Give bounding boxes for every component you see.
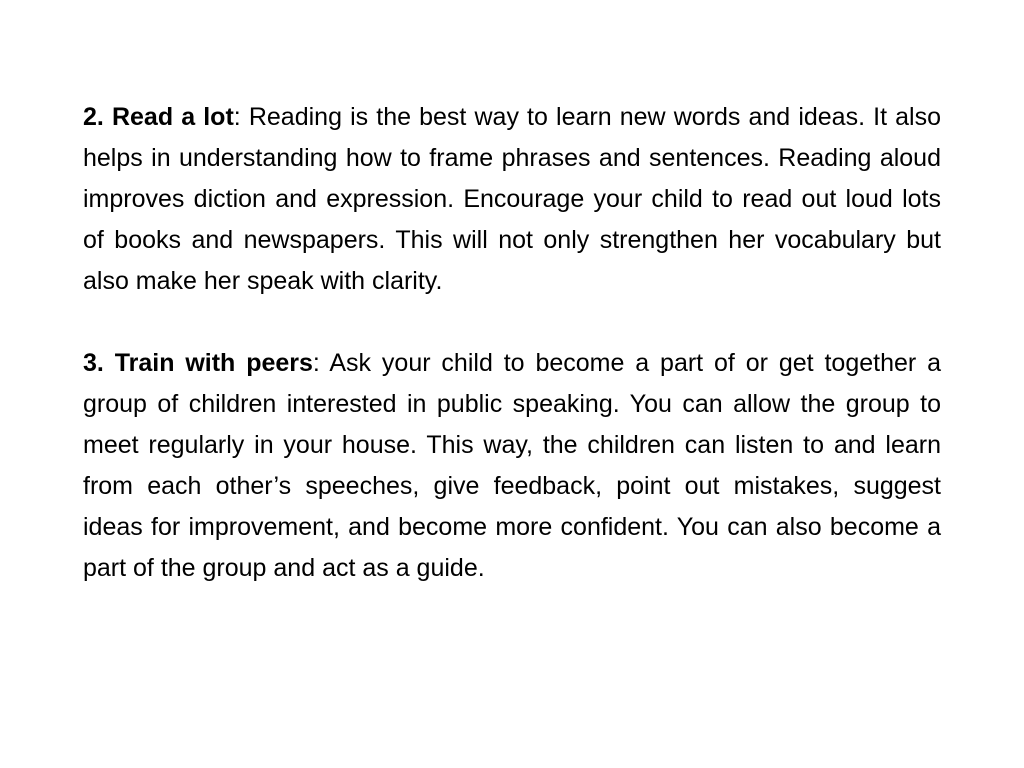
paragraph-body: : Ask your child to become a part of or get together a group of children interested in public speaking. You can allow the group to meet regularly in your house. This way, the children can listen to and learn from each other’s speeches, give feedback, point out mistakes, suggest ideas for improvement, and become more confident. You can also become a part of the group and act as a guide.	[83, 349, 941, 582]
paragraph-read-a-lot	[83, 97, 941, 302]
paragraph-heading: 3. Train with peers	[83, 349, 313, 377]
paragraph-train-with-peers	[83, 343, 941, 589]
paragraph-heading: 2. Read a lot	[83, 103, 234, 131]
slide-content	[83, 97, 941, 630]
paragraph-body: : Reading is the best way to learn new words and ideas. It also helps in understanding how to frame phrases and sentences. Reading aloud improves diction and expression. Encourage your child to read out loud lots of books and newspapers. This will not only strengthen her vocabulary but also make her speak with clarity.	[83, 103, 942, 295]
